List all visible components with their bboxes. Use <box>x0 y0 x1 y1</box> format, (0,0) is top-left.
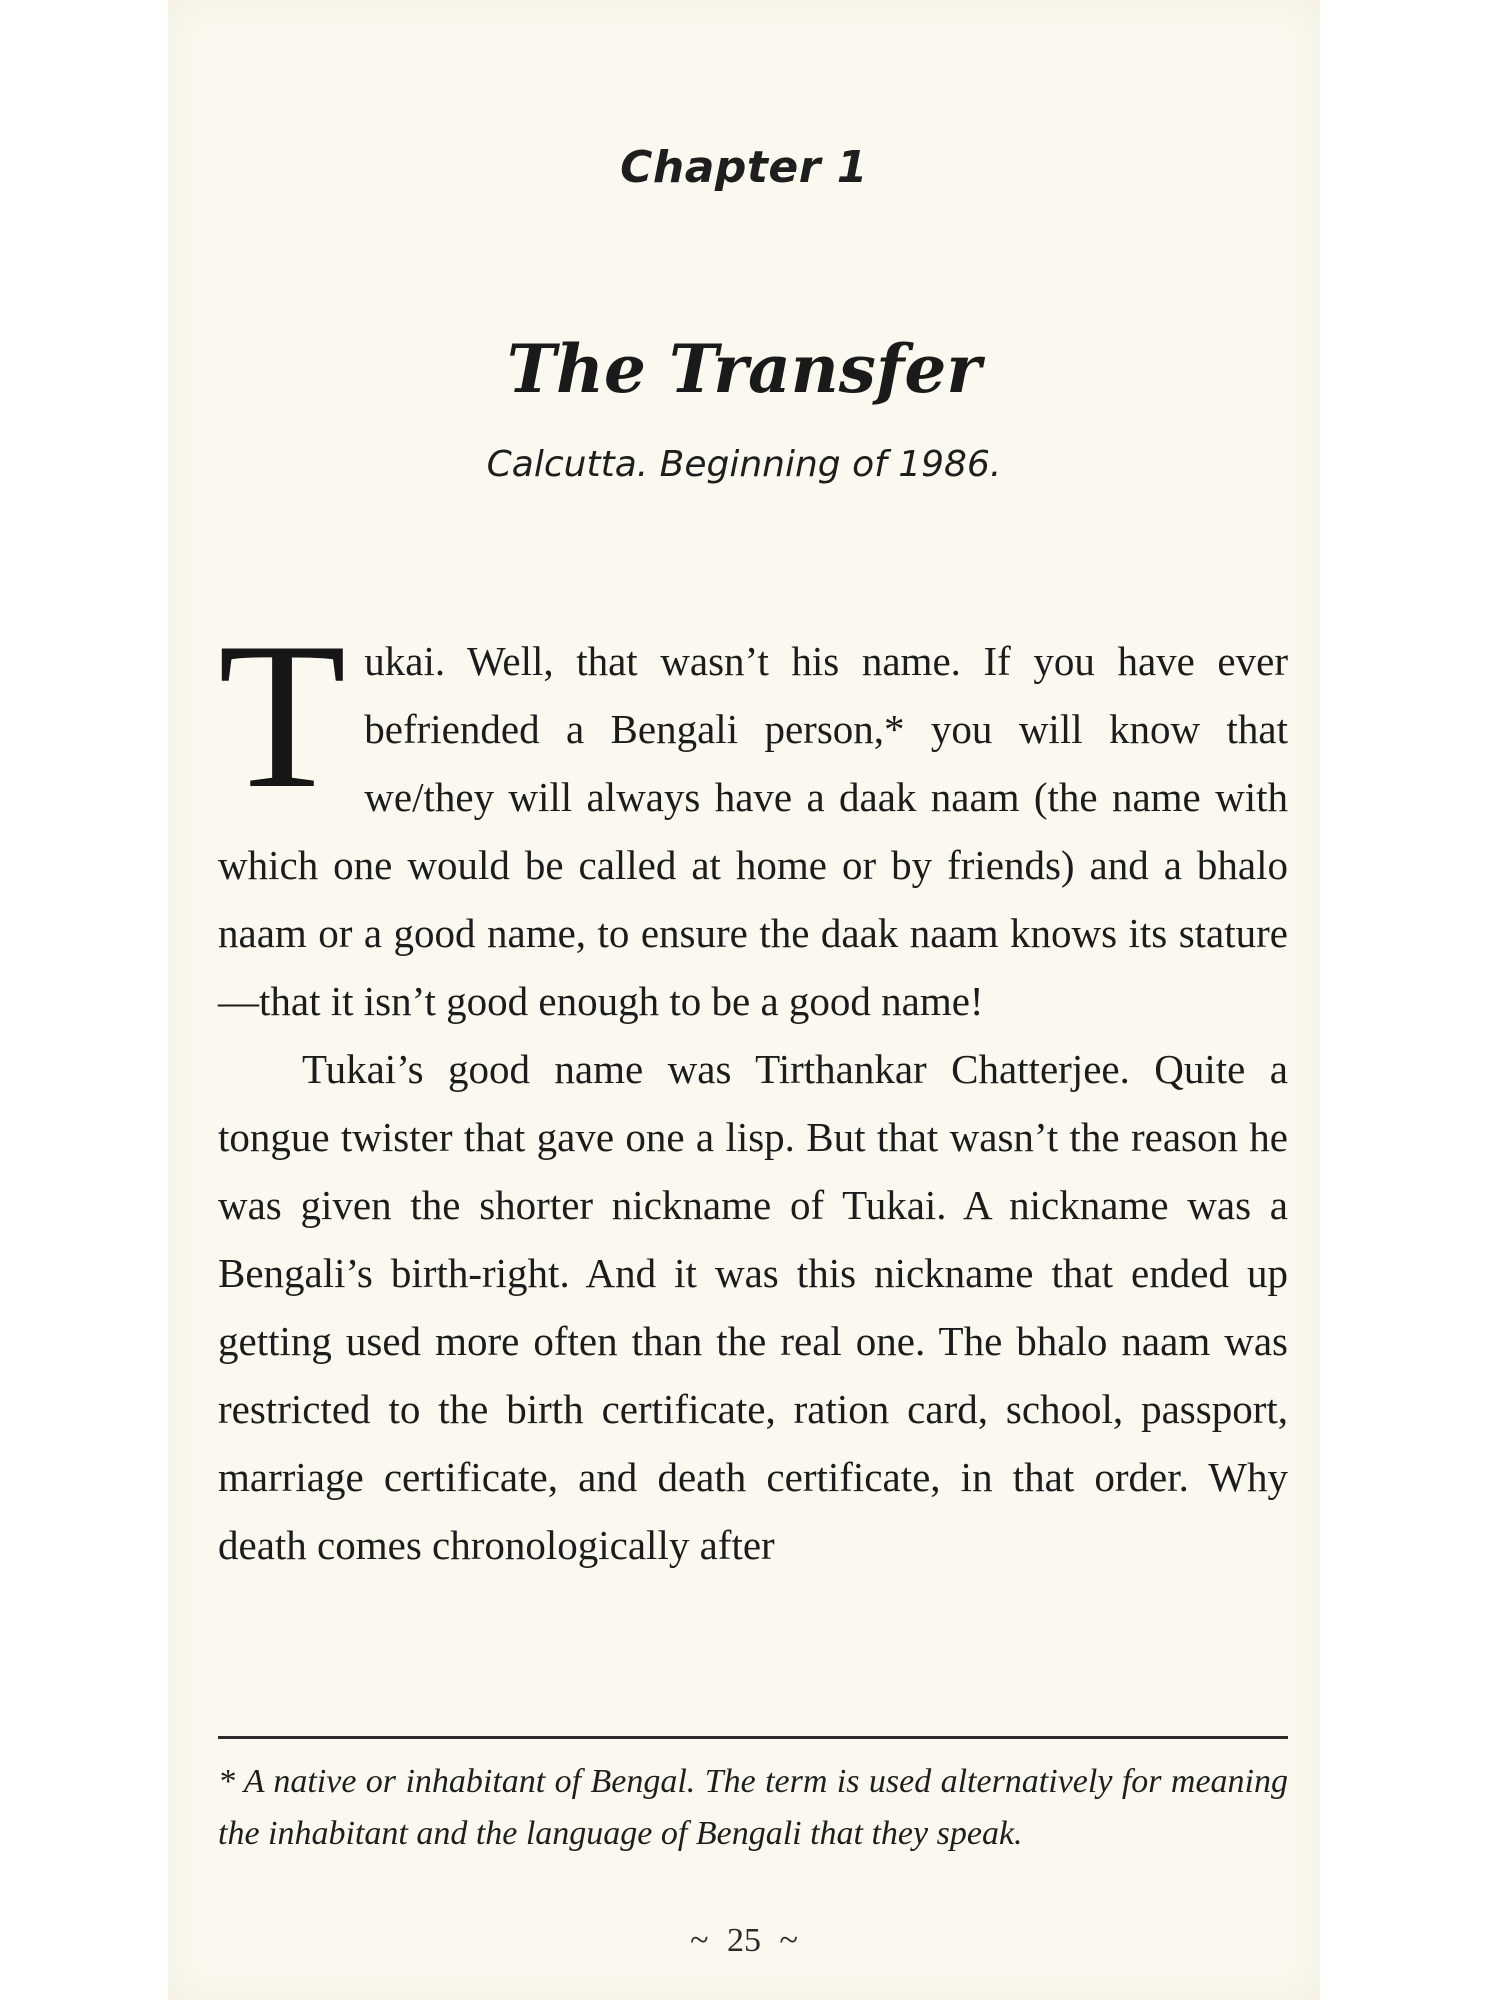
book-page <box>168 0 1320 2000</box>
paragraph-2: Tukai’s good name was Tirthankar Chatterjee. Quite a tongue twister that gave one a lisp. But that wasn’t the reason he was given the shorter nickname of Tukai. A nickname was a Bengali’s birth-right. And it was this nickname that ended up getting used more often than the real one. The bhalo naam was restricted to the birth certificate, ration card, school, passport, marriage certificate, and death certificate, in that order. Why death comes chronologically after <box>218 1046 1288 1568</box>
chapter-subtitle: Calcutta. Beginning of 1986. <box>486 444 1002 485</box>
body-text <box>218 600 1288 1579</box>
chapter-label: Chapter 1 <box>620 142 868 193</box>
footnote-divider <box>218 1736 1288 1739</box>
paragraph-1-text: ukai. Well, that wasn’t his name. If you have ever befriended a Bengali person,* you will know that we/they will always have a daak naam (the name with which one would be called at home or by friends) and a bhalo naam or a good name, to ensure the daak naam knows its stature—that it isn’t good enough to be a good name! <box>218 638 1288 1024</box>
footnote: * A native or inhabitant of Bengal. The term is used alternatively for meaning the inhabitant and the language of Bengali that they speak. <box>218 1763 1288 1852</box>
page-number: ~ 25 ~ <box>690 1922 798 1959</box>
drop-cap: T <box>218 600 347 832</box>
paragraph-1 <box>218 600 1288 1035</box>
chapter-title: The Transfer <box>506 330 982 408</box>
